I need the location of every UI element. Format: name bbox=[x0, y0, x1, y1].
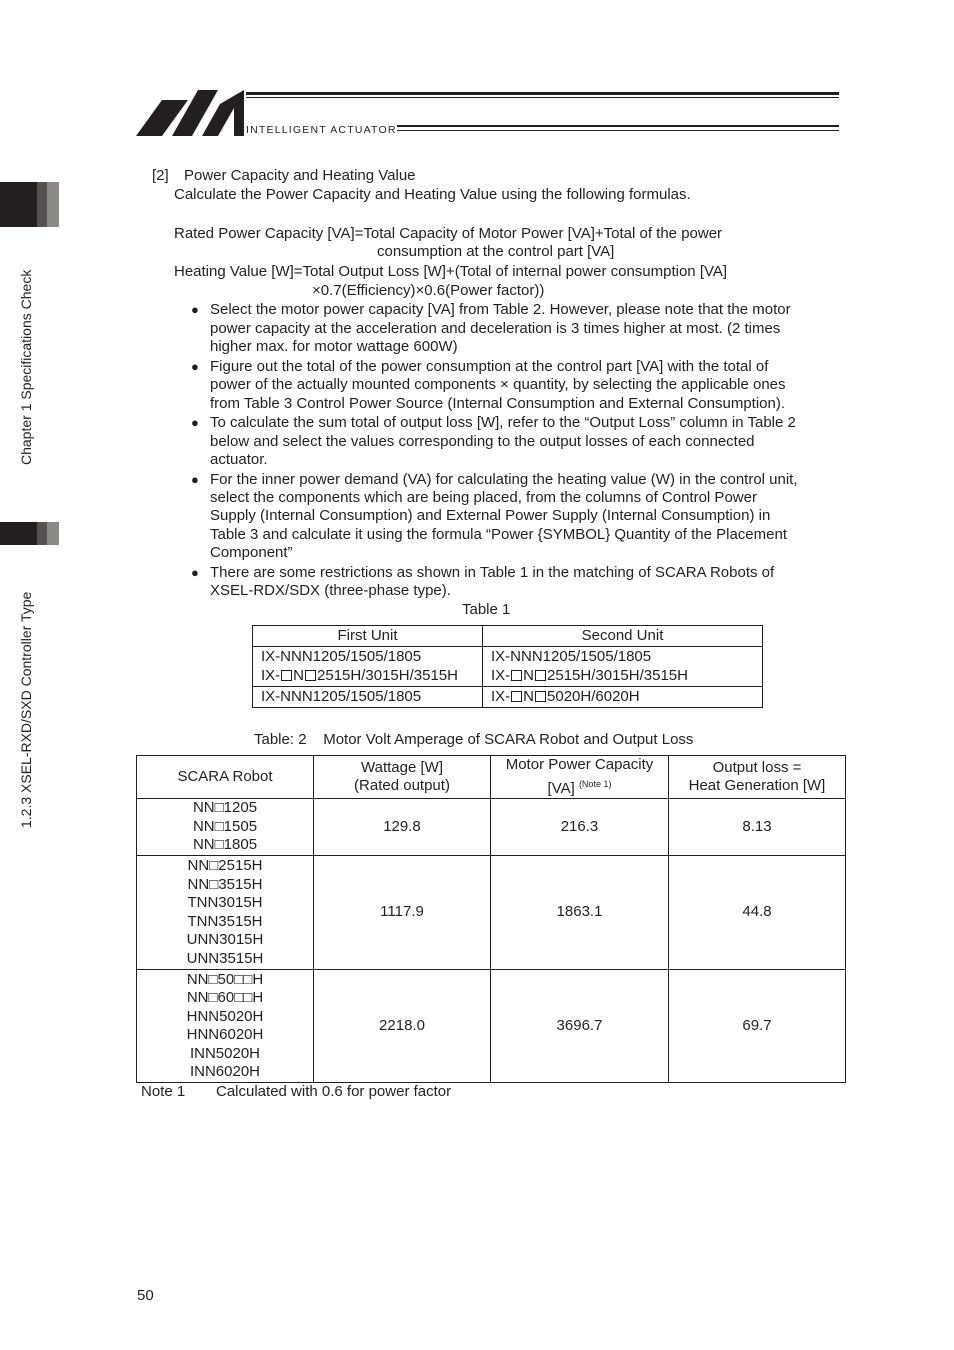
bullet-3-line-2: below and select the values corresponding to the output losses of each connected bbox=[210, 433, 755, 450]
loss-cell: 8.13 bbox=[669, 799, 846, 856]
robot-models-cell: NN□2515H NN□3515H TNN3015H TNN3515H UNN3015H UNN3515H bbox=[137, 856, 314, 970]
bullet-dot: ● bbox=[191, 359, 199, 374]
box-symbol-icon bbox=[511, 670, 522, 681]
table2-header-wattage: Wattage [W] (Rated output) bbox=[314, 756, 491, 799]
table1-cell: IX-NNN1205/1505/1805 bbox=[253, 687, 483, 708]
table-row bbox=[253, 687, 763, 708]
box-symbol-icon bbox=[535, 670, 546, 681]
table1-caption: Table 1 bbox=[462, 601, 511, 618]
section-title: Power Capacity and Heating Value bbox=[184, 167, 416, 184]
capacity-cell: 216.3 bbox=[491, 799, 669, 856]
bullet-4-line-2: select the components which are being placed, from the columns of Control Power bbox=[210, 489, 757, 506]
formula-power-line1: Rated Power Capacity [VA]=Total Capacity of Motor Power [VA]+Total of the power bbox=[174, 225, 723, 242]
bullet-4-line-1: For the inner power demand (VA) for calculating the heating value (W) in the control unit, bbox=[210, 471, 798, 488]
bullet-1-line-1: Select the motor power capacity [VA] from Table 2. However, please note that the motor bbox=[210, 301, 791, 318]
box-symbol-icon bbox=[305, 670, 316, 681]
box-symbol-icon bbox=[281, 670, 292, 681]
bullet-5-line-1: There are some restrictions as shown in Table 1 in the matching of SCARA Robots of bbox=[210, 564, 775, 581]
note-label: Note 1 bbox=[141, 1083, 186, 1100]
section-side-label: 1.2.3 XSEL-RXD/SXD Controller Type bbox=[18, 591, 34, 828]
bullet-4-line-3: Supply (Internal Consumption) and External Power Supply (Internal Consumption) in bbox=[210, 507, 771, 524]
header-rule-bottom bbox=[397, 125, 839, 127]
intro-text: Calculate the Power Capacity and Heating Value using the following formulas. bbox=[174, 186, 691, 203]
section-number: [2] bbox=[152, 167, 169, 184]
chapter-tab-marker bbox=[0, 182, 59, 227]
header-rule-top-thin bbox=[246, 97, 839, 98]
table1-cell: IX- N 5020H/6020H bbox=[483, 687, 763, 708]
table2-header-loss: Output loss = Heat Generation [W] bbox=[669, 756, 846, 799]
table-row bbox=[137, 970, 846, 1083]
robot-models-cell: NN□1205 NN□1505 NN□1805 bbox=[137, 799, 314, 856]
table2 bbox=[136, 755, 846, 1083]
brand-text: INTELLIGENT ACTUATOR bbox=[246, 124, 397, 136]
table1-cell: IX-NNN1205/1505/1805 IX- N 2515H/3015H/3515H bbox=[483, 647, 763, 687]
formula-heating-line1: Heating Value [W]=Total Output Loss [W]+(Total of internal power consumption [VA] bbox=[174, 263, 728, 280]
bullet-dot: ● bbox=[191, 302, 199, 317]
wattage-cell: 2218.0 bbox=[314, 970, 491, 1083]
formula-heating-line2: ×0.7(Efficiency)×0.6(Power factor)) bbox=[312, 282, 545, 299]
page-number: 50 bbox=[137, 1287, 154, 1304]
robot-models-cell: NN□50□□H NN□60□□H HNN5020H HNN6020H INN5020H INN6020H bbox=[137, 970, 314, 1083]
loss-cell: 69.7 bbox=[669, 970, 846, 1083]
bullet-3-line-1: To calculate the sum total of output loss [W], refer to the “Output Loss” column in Table 2 bbox=[210, 414, 796, 431]
bullet-2-line-3: from Table 3 Control Power Source (Internal Consumption and External Consumption). bbox=[210, 395, 786, 412]
box-symbol-icon bbox=[535, 691, 546, 702]
table-row bbox=[137, 856, 846, 970]
note-text: Calculated with 0.6 for power factor bbox=[216, 1083, 452, 1100]
table2-header-capacity: Motor Power Capacity [VA] $^{(Note 1)}$ bbox=[491, 756, 669, 799]
company-logo bbox=[136, 90, 244, 136]
capacity-cell: 3696.7 bbox=[491, 970, 669, 1083]
bullet-5-line-2: XSEL-RDX/SDX (three-phase type). bbox=[210, 582, 451, 599]
wattage-cell: 129.8 bbox=[314, 799, 491, 856]
bullet-dot: ● bbox=[191, 415, 199, 430]
table1 bbox=[252, 625, 763, 708]
table-row bbox=[253, 647, 763, 687]
bullet-1-line-2: power capacity at the acceleration and deceleration is 3 times higher at most. (2 times bbox=[210, 320, 781, 337]
bullet-1-line-3: higher max. for motor wattage 600W) bbox=[210, 338, 458, 355]
formula-power-line2: consumption at the control part [VA] bbox=[377, 243, 615, 260]
chapter-side-label: Chapter 1 Specifications Check bbox=[18, 269, 34, 465]
box-symbol-icon bbox=[511, 691, 522, 702]
table2-caption: Table: 2 Motor Volt Amperage of SCARA Robot and Output Loss bbox=[254, 731, 694, 748]
bullet-2-line-1: Figure out the total of the power consumption at the control part [VA] with the total of bbox=[210, 358, 769, 375]
table1-header-first: First Unit bbox=[253, 626, 483, 647]
header-rule-bottom-thin bbox=[397, 130, 839, 131]
bullet-4-line-5: Component” bbox=[210, 544, 293, 561]
bullet-3-line-3: actuator. bbox=[210, 451, 268, 468]
bullet-2-line-2: power of the actually mounted components × quantity, by selecting the applicable ones bbox=[210, 376, 786, 393]
header-rule-top bbox=[246, 92, 839, 95]
bullet-4-line-4: Table 3 and calculate it using the formula “Power {SYMBOL} Quantity of the Placement bbox=[210, 526, 787, 543]
loss-cell: 44.8 bbox=[669, 856, 846, 970]
table2-header-robot: SCARA Robot bbox=[137, 756, 314, 799]
wattage-cell: 1117.9 bbox=[314, 856, 491, 970]
section-tab-marker bbox=[0, 522, 59, 545]
table1-cell: IX-NNN1205/1505/1805 IX- N 2515H/3015H/3515H bbox=[253, 647, 483, 687]
bullet-dot: ● bbox=[191, 472, 199, 487]
bullet-dot: ● bbox=[191, 565, 199, 580]
table1-header-second: Second Unit bbox=[483, 626, 763, 647]
capacity-cell: 1863.1 bbox=[491, 856, 669, 970]
table-row bbox=[137, 799, 846, 856]
